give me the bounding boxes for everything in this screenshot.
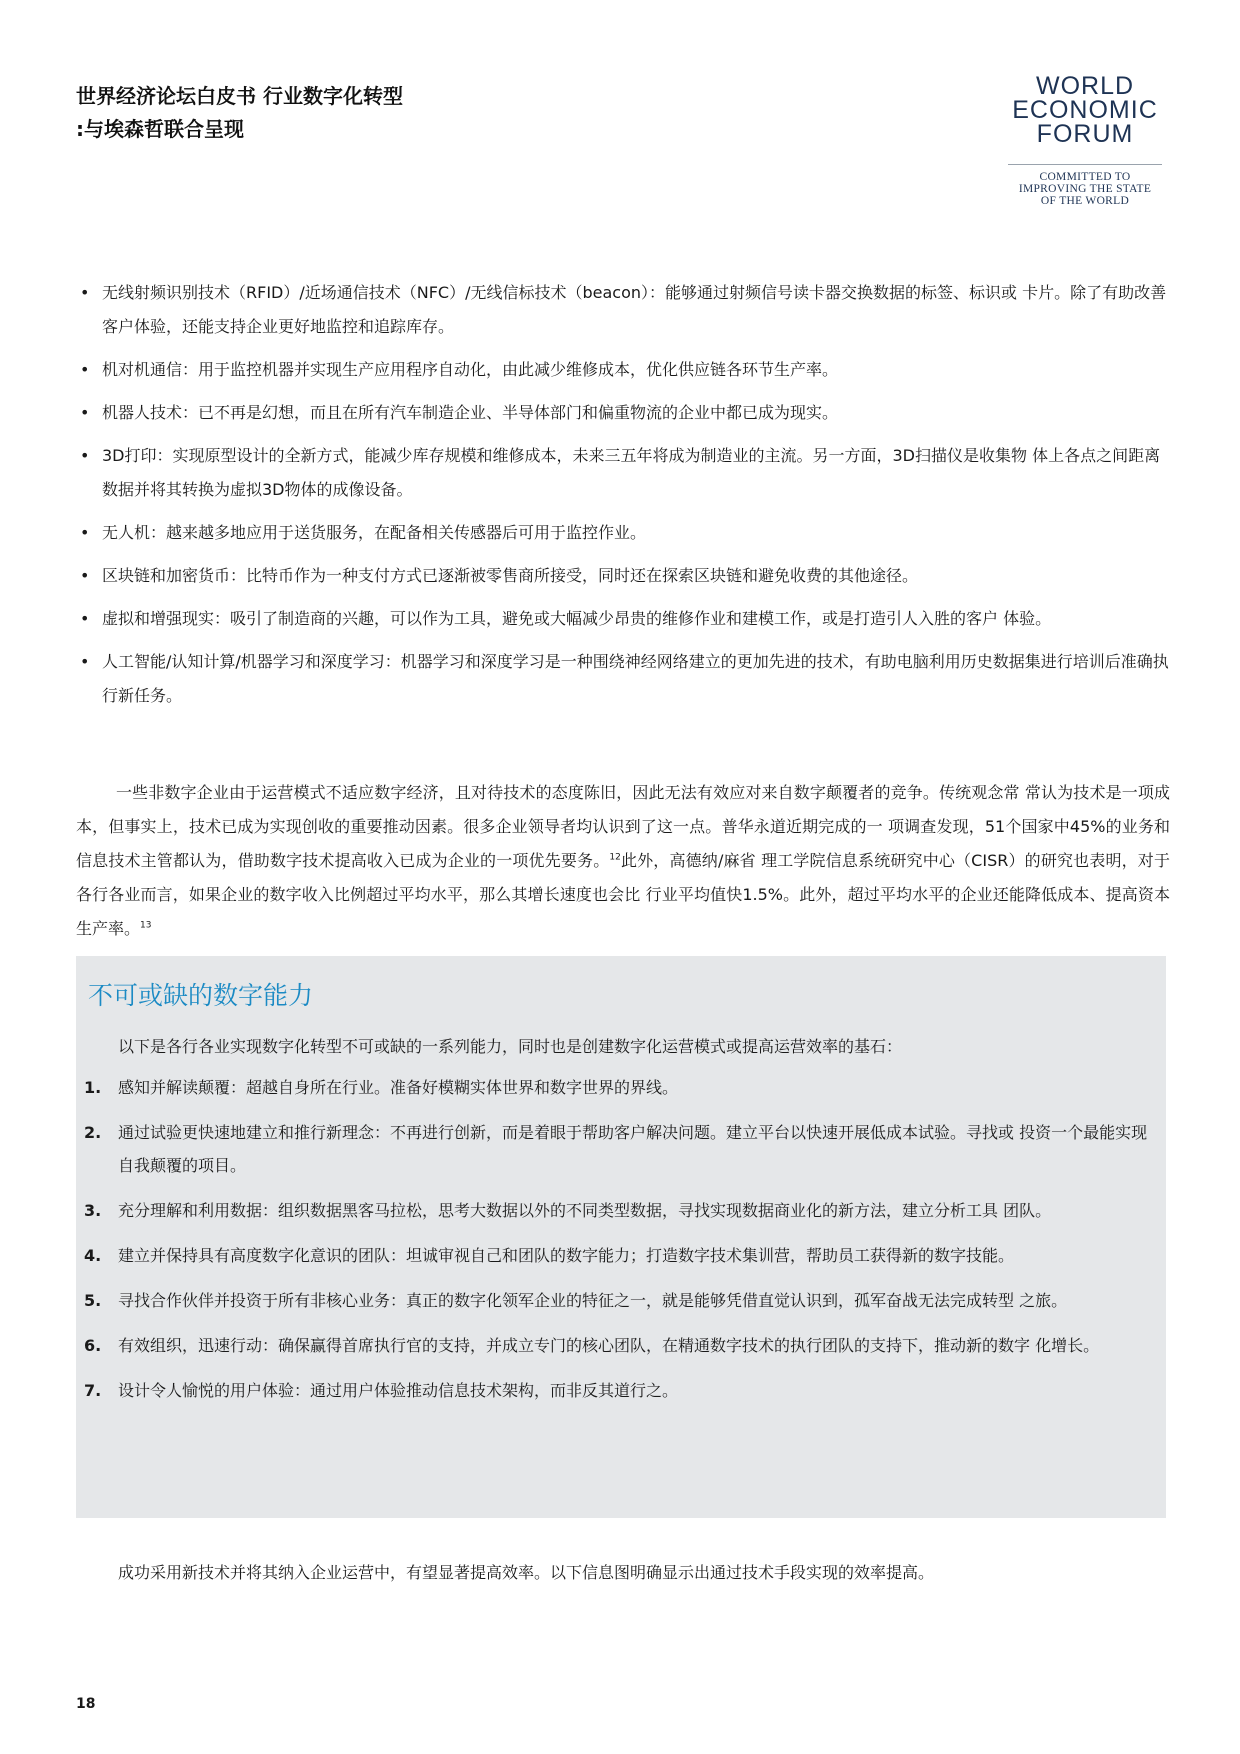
list-item <box>84 1194 1154 1227</box>
list-item: • 无线射频识别技术（RFID）/近场通信技术（NFC）/无线信标技术（beacon）：能够通过射频信号读卡器交换数据的标签、标识或 卡片。除了有助改善客户体验，还能支持企业更好地监控和追踪库存。 <box>80 276 1170 344</box>
item-number: 6. <box>84 1336 102 1355</box>
item-number: 4. <box>84 1246 102 1265</box>
capabilities-list <box>84 1071 1154 1419</box>
item-text: 充分理解和利用数据：组织数据黑客马拉松，思考大数据以外的不同类型数据，寻找实现数据商业化的新方法，建立分析工具 团队。 <box>118 1201 1052 1220</box>
item-number: 5. <box>84 1291 102 1310</box>
item-number: 7. <box>84 1381 102 1400</box>
item-text: 设计令人愉悦的用户体验：通过用户体验推动信息技术架构，而非反其道行之。 <box>118 1381 679 1400</box>
logo-tag-line3: OF THE WORLD <box>1040 195 1130 207</box>
capabilities-box <box>76 956 1166 1518</box>
logo-wordmark <box>1000 74 1170 146</box>
page-number: 18 <box>76 1696 96 1712</box>
document-title: 世界经济论坛白皮书 行业数字化转型 :与埃森哲联合呈现 <box>76 84 403 141</box>
item-text: 寻找合作伙伴并投资于所有非核心业务：真正的数字化领军企业的特征之一，就是能够凭借直觉认识到，孤军奋战无法完成转型 之旅。 <box>118 1291 1068 1310</box>
item-text: 感知并解读颠覆：超越自身所在行业。准备好模糊实体世界和数字世界的界线。 <box>118 1078 679 1097</box>
list-item: • 无人机：越来越多地应用于送货服务，在配备相关传感器后可用于监控作业。 <box>80 516 1170 550</box>
item-text: 通过试验更快速地建立和推行新理念：不再进行创新，而是着眼于帮助客户解决问题。建立平台以快速开展低成本试验。寻找或 投资一个最能实现自我颠覆的项目。 <box>118 1123 1148 1175</box>
closing-paragraph: 成功采用新技术并将其纳入企业运营中，有望显著提高效率。以下信息图明确显示出通过技术手段实现的效率提高。 <box>118 1563 935 1582</box>
paragraph-text-part2: 此外，高德纳/麻省 理工学院信息系统研究中心（CISR）的研究也表明，对于各行各业而言，如果企业的数字收入比例超过平均水平，那么其增长速度也会比 行业平均值快1.5%。此外，超过平均水平的企业还能降低成本、提高资本生产率。 <box>76 851 1170 938</box>
list-item: • 机器人技术：已不再是幻想，而且在所有汽车制造企业、半导体部门和偏重物流的企业中都已成为现实。 <box>80 396 1170 430</box>
list-item <box>84 1284 1154 1317</box>
technology-bullet-list <box>80 276 1170 722</box>
list-item <box>84 1071 1154 1104</box>
logo-divider <box>1008 164 1162 165</box>
list-item <box>84 1329 1154 1362</box>
list-item: • 3D打印：实现原型设计的全新方式，能减少库存规模和维修成本，未来三五年将成为制造业的主流。另一方面，3D扫描仪是收集物 体上各点之间距离数据并将其转换为虚拟3D物体的成像设备。 <box>80 439 1170 507</box>
logo-line-economic: ECONOMIC <box>1012 96 1158 124</box>
footnote-ref-12[interactable]: 12 <box>609 852 621 863</box>
item-number: 3. <box>84 1201 102 1220</box>
logo-line-forum: FORUM <box>1036 120 1134 148</box>
capabilities-intro: 以下是各行各业实现数字化转型不可或缺的一系列能力，同时也是创建数字化运营模式或提高运营效率的基石： <box>118 1037 903 1056</box>
list-item <box>84 1374 1154 1407</box>
list-item: • 虚拟和增强现实：吸引了制造商的兴趣，可以作为工具，避免或大幅减少昂贵的维修作业和建模工作，或是打造引人入胜的客户 体验。 <box>80 602 1170 636</box>
wef-logo <box>1000 74 1170 207</box>
item-number: 1. <box>84 1078 102 1097</box>
list-item: • 人工智能/认知计算/机器学习和深度学习：机器学习和深度学习是一种围绕神经网络建立的更加先进的技术，有助电脑利用历史数据集进行培训后准确执行新任务。 <box>80 645 1170 713</box>
list-item: • 机对机通信：用于监控机器并实现生产应用程序自动化，由此减少维修成本，优化供应链各环节生产率。 <box>80 353 1170 387</box>
item-number: 2. <box>84 1123 102 1142</box>
list-item <box>84 1116 1154 1182</box>
logo-tagline <box>1000 171 1170 207</box>
list-item: • 区块链和加密货币：比特币作为一种支付方式已逐渐被零售商所接受，同时还在探索区块链和避免收费的其他途径。 <box>80 559 1170 593</box>
paragraph-text-part1: 一些非数字企业由于运营模式不适应数字经济，且对待技术的态度陈旧，因此无法有效应对来自数字颠覆者的竞争。传统观念常 常认为技术是一项成本，但事实上，技术已成为实现创收的重要推动因素。很多企业领导者均认识到了这一点。普华永道近期完成的一 项调查发现，51个国家中45%的业务和信息技术主管都认为，借助数字技术提高收入已成为企业的一项优先要务。 <box>76 783 1170 870</box>
item-text: 建立并保持具有高度数字化意识的团队：坦诚审视自己和团队的数字能力；打造数字技术集训营，帮助员工获得新的数字技能。 <box>118 1246 1015 1265</box>
logo-line-world: WORLD <box>1035 72 1135 100</box>
footnote-ref-13[interactable]: 13 <box>140 920 152 931</box>
logo-tag-line1: COMMITTED TO <box>1039 171 1131 183</box>
body-paragraph <box>76 776 1170 946</box>
logo-tag-line2: IMPROVING THE STATE <box>1018 183 1152 195</box>
capabilities-heading: 不可或缺的数字能力 <box>88 981 314 1010</box>
item-text: 有效组织，迅速行动：确保赢得首席执行官的支持，并成立专门的核心团队，在精通数字技术的执行团队的支持下，推动新的数字 化增长。 <box>118 1336 1100 1355</box>
list-item <box>84 1239 1154 1272</box>
